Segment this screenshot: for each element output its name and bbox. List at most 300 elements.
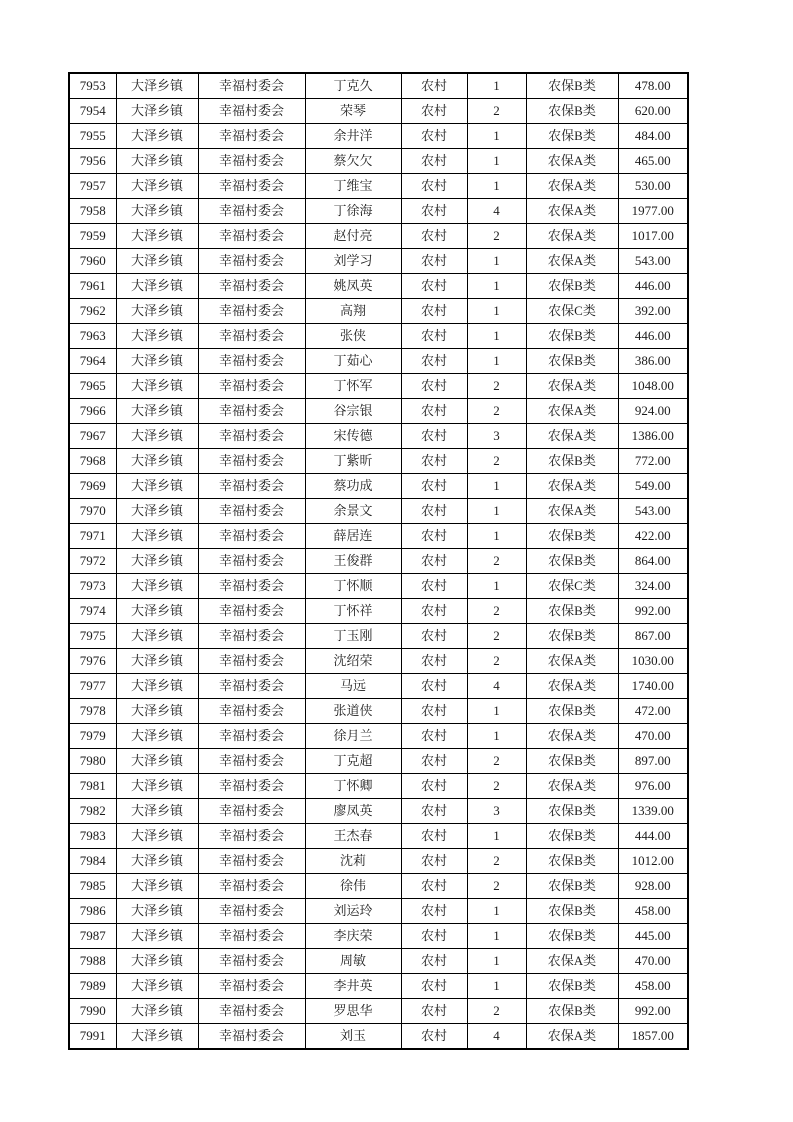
cell-serial-number: 7953 (69, 73, 116, 99)
cell-insurance-category: 农保B类 (526, 324, 618, 349)
cell-person-name: 薛居连 (305, 524, 401, 549)
cell-township: 大泽乡镇 (116, 699, 198, 724)
cell-serial-number: 7972 (69, 549, 116, 574)
cell-township: 大泽乡镇 (116, 299, 198, 324)
cell-insurance-category: 农保B类 (526, 849, 618, 874)
cell-residence-type: 农村 (401, 699, 467, 724)
cell-person-count: 1 (467, 174, 526, 199)
cell-insurance-category: 农保B类 (526, 799, 618, 824)
cell-village-committee: 幸福村委会 (198, 1024, 305, 1050)
table-row (69, 249, 688, 274)
cell-township: 大泽乡镇 (116, 174, 198, 199)
cell-amount: 549.00 (618, 474, 688, 499)
cell-insurance-category: 农保B类 (526, 624, 618, 649)
cell-township: 大泽乡镇 (116, 924, 198, 949)
cell-serial-number: 7975 (69, 624, 116, 649)
table-row (69, 449, 688, 474)
cell-amount: 1048.00 (618, 374, 688, 399)
cell-residence-type: 农村 (401, 474, 467, 499)
cell-insurance-category: 农保B类 (526, 124, 618, 149)
cell-person-count: 1 (467, 974, 526, 999)
cell-township: 大泽乡镇 (116, 249, 198, 274)
cell-person-name: 余景文 (305, 499, 401, 524)
cell-village-committee: 幸福村委会 (198, 624, 305, 649)
cell-amount: 465.00 (618, 149, 688, 174)
cell-person-count: 1 (467, 524, 526, 549)
cell-residence-type: 农村 (401, 899, 467, 924)
cell-village-committee: 幸福村委会 (198, 999, 305, 1024)
cell-person-name: 周敏 (305, 949, 401, 974)
cell-insurance-category: 农保A类 (526, 674, 618, 699)
table-row (69, 374, 688, 399)
cell-serial-number: 7971 (69, 524, 116, 549)
table-row (69, 624, 688, 649)
table-body (69, 73, 688, 1049)
cell-village-committee: 幸福村委会 (198, 499, 305, 524)
cell-village-committee: 幸福村委会 (198, 449, 305, 474)
cell-township: 大泽乡镇 (116, 524, 198, 549)
table-row (69, 474, 688, 499)
cell-person-count: 1 (467, 724, 526, 749)
cell-township: 大泽乡镇 (116, 499, 198, 524)
cell-insurance-category: 农保A类 (526, 499, 618, 524)
cell-township: 大泽乡镇 (116, 849, 198, 874)
cell-residence-type: 农村 (401, 274, 467, 299)
cell-village-committee: 幸福村委会 (198, 249, 305, 274)
cell-township: 大泽乡镇 (116, 99, 198, 124)
cell-township: 大泽乡镇 (116, 324, 198, 349)
cell-person-count: 2 (467, 624, 526, 649)
cell-village-committee: 幸福村委会 (198, 349, 305, 374)
cell-person-name: 刘运玲 (305, 899, 401, 924)
cell-residence-type: 农村 (401, 449, 467, 474)
table-row (69, 99, 688, 124)
cell-residence-type: 农村 (401, 149, 467, 174)
cell-serial-number: 7969 (69, 474, 116, 499)
cell-insurance-category: 农保B类 (526, 974, 618, 999)
cell-residence-type: 农村 (401, 1024, 467, 1050)
cell-insurance-category: 农保B类 (526, 874, 618, 899)
cell-person-count: 2 (467, 774, 526, 799)
table-row (69, 899, 688, 924)
cell-serial-number: 7959 (69, 224, 116, 249)
cell-insurance-category: 农保A类 (526, 649, 618, 674)
cell-residence-type: 农村 (401, 649, 467, 674)
cell-insurance-category: 农保B类 (526, 824, 618, 849)
cell-person-count: 2 (467, 849, 526, 874)
cell-serial-number: 7973 (69, 574, 116, 599)
table-row (69, 849, 688, 874)
table-row (69, 649, 688, 674)
cell-person-name: 丁紫昕 (305, 449, 401, 474)
cell-person-name: 余井洋 (305, 124, 401, 149)
cell-person-count: 1 (467, 824, 526, 849)
cell-amount: 543.00 (618, 499, 688, 524)
cell-person-count: 1 (467, 474, 526, 499)
cell-insurance-category: 农保A类 (526, 949, 618, 974)
table-row (69, 149, 688, 174)
cell-amount: 924.00 (618, 399, 688, 424)
cell-insurance-category: 农保A类 (526, 399, 618, 424)
cell-insurance-category: 农保B类 (526, 349, 618, 374)
cell-amount: 386.00 (618, 349, 688, 374)
cell-insurance-category: 农保B类 (526, 699, 618, 724)
table-row (69, 124, 688, 149)
table-row (69, 524, 688, 549)
cell-person-name: 丁怀顺 (305, 574, 401, 599)
table-row (69, 999, 688, 1024)
cell-serial-number: 7980 (69, 749, 116, 774)
cell-person-name: 丁茹心 (305, 349, 401, 374)
cell-insurance-category: 农保B类 (526, 599, 618, 624)
cell-township: 大泽乡镇 (116, 599, 198, 624)
cell-person-count: 2 (467, 449, 526, 474)
cell-person-name: 李庆荣 (305, 924, 401, 949)
cell-serial-number: 7981 (69, 774, 116, 799)
cell-amount: 867.00 (618, 624, 688, 649)
cell-township: 大泽乡镇 (116, 624, 198, 649)
cell-residence-type: 农村 (401, 824, 467, 849)
cell-village-committee: 幸福村委会 (198, 949, 305, 974)
cell-person-count: 2 (467, 999, 526, 1024)
cell-person-count: 4 (467, 1024, 526, 1050)
cell-person-name: 宋传德 (305, 424, 401, 449)
cell-person-count: 2 (467, 599, 526, 624)
cell-township: 大泽乡镇 (116, 774, 198, 799)
cell-residence-type: 农村 (401, 124, 467, 149)
cell-person-name: 丁怀祥 (305, 599, 401, 624)
cell-person-count: 2 (467, 749, 526, 774)
cell-person-name: 丁怀军 (305, 374, 401, 399)
cell-amount: 1386.00 (618, 424, 688, 449)
cell-residence-type: 农村 (401, 249, 467, 274)
cell-insurance-category: 农保B类 (526, 524, 618, 549)
cell-amount: 928.00 (618, 874, 688, 899)
cell-insurance-category: 农保B类 (526, 73, 618, 99)
cell-amount: 472.00 (618, 699, 688, 724)
cell-person-count: 2 (467, 374, 526, 399)
cell-serial-number: 7966 (69, 399, 116, 424)
cell-township: 大泽乡镇 (116, 449, 198, 474)
cell-residence-type: 农村 (401, 724, 467, 749)
cell-person-name: 马远 (305, 674, 401, 699)
cell-village-committee: 幸福村委会 (198, 774, 305, 799)
cell-amount: 445.00 (618, 924, 688, 949)
cell-amount: 470.00 (618, 724, 688, 749)
cell-insurance-category: 农保A类 (526, 149, 618, 174)
cell-person-count: 2 (467, 224, 526, 249)
cell-insurance-category: 农保A类 (526, 199, 618, 224)
cell-person-name: 高翔 (305, 299, 401, 324)
table-row (69, 274, 688, 299)
cell-township: 大泽乡镇 (116, 424, 198, 449)
cell-person-name: 刘学习 (305, 249, 401, 274)
cell-person-name: 蔡功成 (305, 474, 401, 499)
cell-township: 大泽乡镇 (116, 874, 198, 899)
cell-amount: 976.00 (618, 774, 688, 799)
cell-person-count: 1 (467, 274, 526, 299)
cell-township: 大泽乡镇 (116, 374, 198, 399)
cell-person-name: 丁玉刚 (305, 624, 401, 649)
cell-person-name: 姚凤英 (305, 274, 401, 299)
cell-amount: 470.00 (618, 949, 688, 974)
cell-serial-number: 7958 (69, 199, 116, 224)
cell-serial-number: 7977 (69, 674, 116, 699)
cell-village-committee: 幸福村委会 (198, 73, 305, 99)
cell-person-count: 1 (467, 699, 526, 724)
cell-township: 大泽乡镇 (116, 749, 198, 774)
cell-insurance-category: 农保A类 (526, 474, 618, 499)
cell-village-committee: 幸福村委会 (198, 399, 305, 424)
cell-village-committee: 幸福村委会 (198, 174, 305, 199)
cell-village-committee: 幸福村委会 (198, 324, 305, 349)
cell-person-count: 1 (467, 249, 526, 274)
cell-person-name: 张道侠 (305, 699, 401, 724)
cell-village-committee: 幸福村委会 (198, 899, 305, 924)
cell-township: 大泽乡镇 (116, 399, 198, 424)
cell-township: 大泽乡镇 (116, 549, 198, 574)
cell-person-count: 4 (467, 674, 526, 699)
table-row (69, 349, 688, 374)
cell-serial-number: 7965 (69, 374, 116, 399)
cell-amount: 1977.00 (618, 199, 688, 224)
cell-insurance-category: 农保A类 (526, 774, 618, 799)
table-row (69, 574, 688, 599)
cell-residence-type: 农村 (401, 549, 467, 574)
table-row (69, 549, 688, 574)
cell-serial-number: 7989 (69, 974, 116, 999)
cell-insurance-category: 农保C类 (526, 574, 618, 599)
cell-person-count: 1 (467, 324, 526, 349)
cell-person-name: 徐月兰 (305, 724, 401, 749)
table-row (69, 174, 688, 199)
cell-residence-type: 农村 (401, 374, 467, 399)
cell-township: 大泽乡镇 (116, 124, 198, 149)
table-row (69, 1024, 688, 1050)
table-row (69, 774, 688, 799)
cell-residence-type: 农村 (401, 949, 467, 974)
table-row (69, 874, 688, 899)
cell-insurance-category: 农保B类 (526, 549, 618, 574)
cell-township: 大泽乡镇 (116, 349, 198, 374)
cell-amount: 446.00 (618, 274, 688, 299)
cell-person-count: 1 (467, 899, 526, 924)
cell-person-count: 1 (467, 124, 526, 149)
cell-person-count: 3 (467, 799, 526, 824)
cell-village-committee: 幸福村委会 (198, 474, 305, 499)
cell-residence-type: 农村 (401, 224, 467, 249)
table-row (69, 799, 688, 824)
table-row (69, 724, 688, 749)
cell-serial-number: 7962 (69, 299, 116, 324)
cell-person-count: 1 (467, 149, 526, 174)
cell-person-name: 沈莉 (305, 849, 401, 874)
table-row (69, 824, 688, 849)
cell-residence-type: 农村 (401, 624, 467, 649)
cell-person-name: 丁怀卿 (305, 774, 401, 799)
cell-serial-number: 7957 (69, 174, 116, 199)
cell-residence-type: 农村 (401, 874, 467, 899)
cell-insurance-category: 农保B类 (526, 274, 618, 299)
cell-village-committee: 幸福村委会 (198, 149, 305, 174)
cell-township: 大泽乡镇 (116, 149, 198, 174)
cell-amount: 422.00 (618, 524, 688, 549)
cell-insurance-category: 农保A类 (526, 374, 618, 399)
cell-insurance-category: 农保A类 (526, 174, 618, 199)
table-row (69, 699, 688, 724)
cell-insurance-category: 农保B类 (526, 924, 618, 949)
table-row (69, 399, 688, 424)
cell-person-count: 2 (467, 99, 526, 124)
cell-amount: 1740.00 (618, 674, 688, 699)
cell-serial-number: 7974 (69, 599, 116, 624)
cell-township: 大泽乡镇 (116, 974, 198, 999)
cell-village-committee: 幸福村委会 (198, 824, 305, 849)
cell-serial-number: 7970 (69, 499, 116, 524)
cell-residence-type: 农村 (401, 73, 467, 99)
cell-serial-number: 7963 (69, 324, 116, 349)
cell-residence-type: 农村 (401, 599, 467, 624)
cell-person-count: 1 (467, 574, 526, 599)
cell-amount: 1017.00 (618, 224, 688, 249)
cell-insurance-category: 农保A类 (526, 424, 618, 449)
cell-village-committee: 幸福村委会 (198, 649, 305, 674)
cell-person-name: 张侠 (305, 324, 401, 349)
cell-amount: 458.00 (618, 899, 688, 924)
cell-person-count: 1 (467, 949, 526, 974)
cell-amount: 543.00 (618, 249, 688, 274)
table-row (69, 974, 688, 999)
cell-person-name: 荣琴 (305, 99, 401, 124)
table-row (69, 299, 688, 324)
cell-amount: 478.00 (618, 73, 688, 99)
cell-township: 大泽乡镇 (116, 274, 198, 299)
cell-person-count: 1 (467, 73, 526, 99)
cell-village-committee: 幸福村委会 (198, 224, 305, 249)
cell-village-committee: 幸福村委会 (198, 299, 305, 324)
cell-person-count: 1 (467, 349, 526, 374)
cell-village-committee: 幸福村委会 (198, 799, 305, 824)
cell-amount: 392.00 (618, 299, 688, 324)
cell-residence-type: 农村 (401, 99, 467, 124)
cell-residence-type: 农村 (401, 324, 467, 349)
cell-village-committee: 幸福村委会 (198, 699, 305, 724)
cell-amount: 992.00 (618, 599, 688, 624)
cell-insurance-category: 农保B类 (526, 999, 618, 1024)
cell-person-name: 谷宗银 (305, 399, 401, 424)
cell-serial-number: 7978 (69, 699, 116, 724)
cell-residence-type: 农村 (401, 849, 467, 874)
cell-residence-type: 农村 (401, 399, 467, 424)
cell-serial-number: 7988 (69, 949, 116, 974)
cell-amount: 1012.00 (618, 849, 688, 874)
cell-amount: 1857.00 (618, 1024, 688, 1050)
cell-township: 大泽乡镇 (116, 674, 198, 699)
cell-serial-number: 7982 (69, 799, 116, 824)
cell-amount: 1339.00 (618, 799, 688, 824)
cell-serial-number: 7967 (69, 424, 116, 449)
cell-serial-number: 7968 (69, 449, 116, 474)
cell-person-name: 廖凤英 (305, 799, 401, 824)
cell-person-name: 丁克超 (305, 749, 401, 774)
table-row (69, 949, 688, 974)
cell-township: 大泽乡镇 (116, 474, 198, 499)
cell-village-committee: 幸福村委会 (198, 274, 305, 299)
cell-person-count: 2 (467, 549, 526, 574)
cell-person-name: 罗思华 (305, 999, 401, 1024)
cell-person-count: 1 (467, 499, 526, 524)
cell-person-count: 2 (467, 649, 526, 674)
cell-amount: 992.00 (618, 999, 688, 1024)
cell-serial-number: 7954 (69, 99, 116, 124)
cell-amount: 620.00 (618, 99, 688, 124)
cell-village-committee: 幸福村委会 (198, 99, 305, 124)
cell-serial-number: 7960 (69, 249, 116, 274)
cell-residence-type: 农村 (401, 974, 467, 999)
cell-village-committee: 幸福村委会 (198, 124, 305, 149)
cell-serial-number: 7976 (69, 649, 116, 674)
cell-amount: 1030.00 (618, 649, 688, 674)
cell-person-count: 2 (467, 399, 526, 424)
cell-amount: 897.00 (618, 749, 688, 774)
cell-person-name: 丁克久 (305, 73, 401, 99)
cell-person-count: 2 (467, 874, 526, 899)
table-row (69, 674, 688, 699)
cell-township: 大泽乡镇 (116, 799, 198, 824)
cell-serial-number: 7983 (69, 824, 116, 849)
cell-serial-number: 7961 (69, 274, 116, 299)
cell-insurance-category: 农保A类 (526, 249, 618, 274)
cell-township: 大泽乡镇 (116, 224, 198, 249)
cell-village-committee: 幸福村委会 (198, 524, 305, 549)
cell-village-committee: 幸福村委会 (198, 199, 305, 224)
cell-residence-type: 农村 (401, 674, 467, 699)
cell-amount: 458.00 (618, 974, 688, 999)
table-row (69, 324, 688, 349)
cell-village-committee: 幸福村委会 (198, 374, 305, 399)
cell-person-name: 王俊群 (305, 549, 401, 574)
cell-township: 大泽乡镇 (116, 724, 198, 749)
cell-township: 大泽乡镇 (116, 949, 198, 974)
cell-township: 大泽乡镇 (116, 73, 198, 99)
table-row (69, 224, 688, 249)
cell-amount: 324.00 (618, 574, 688, 599)
cell-village-committee: 幸福村委会 (198, 549, 305, 574)
cell-person-name: 王杰春 (305, 824, 401, 849)
cell-residence-type: 农村 (401, 174, 467, 199)
cell-residence-type: 农村 (401, 424, 467, 449)
cell-village-committee: 幸福村委会 (198, 749, 305, 774)
cell-residence-type: 农村 (401, 999, 467, 1024)
cell-village-committee: 幸福村委会 (198, 674, 305, 699)
cell-residence-type: 农村 (401, 749, 467, 774)
cell-amount: 444.00 (618, 824, 688, 849)
cell-person-name: 徐伟 (305, 874, 401, 899)
cell-person-name: 丁维宝 (305, 174, 401, 199)
cell-insurance-category: 农保B类 (526, 449, 618, 474)
cell-township: 大泽乡镇 (116, 1024, 198, 1050)
cell-insurance-category: 农保C类 (526, 299, 618, 324)
table-row (69, 199, 688, 224)
cell-insurance-category: 农保A类 (526, 724, 618, 749)
cell-serial-number: 7979 (69, 724, 116, 749)
cell-residence-type: 农村 (401, 924, 467, 949)
cell-residence-type: 农村 (401, 499, 467, 524)
cell-amount: 446.00 (618, 324, 688, 349)
cell-village-committee: 幸福村委会 (198, 874, 305, 899)
cell-village-committee: 幸福村委会 (198, 974, 305, 999)
table-row (69, 599, 688, 624)
